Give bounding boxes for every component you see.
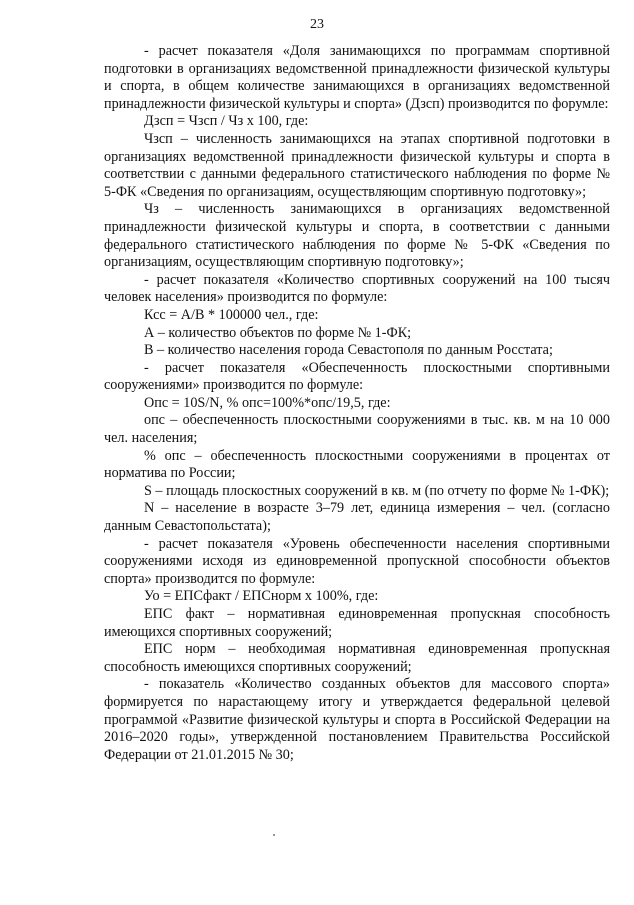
formula-uo: Уо = ЕПСфакт / ЕПСнорм х 100%, где: [144, 588, 379, 605]
definition-n: N – население в возрасте 3–79 лет, единица измерения – чел. (согласно данным Севастопольстата); [104, 500, 610, 535]
definition-ops: опс – обеспеченность плоскостными сооружениями в тыс. кв. м на 10 000 чел. населения; [104, 412, 610, 447]
definition-s: S – площадь плоскостных сооружений в кв. м (по отчету по форме № 1-ФК); [144, 482, 610, 499]
definition-eps-fact: ЕПС факт – нормативная единовременная пропускная способность имеющихся спортивных сооружений; [104, 606, 610, 640]
definition-eps-norm: ЕПС норм – необходимая нормативная единовременная пропускная способность имеющихся спортивных сооружений; [104, 641, 610, 675]
definition-chzsp: Чзсп – численность занимающихся на этапах спортивной подготовки в организациях ведомственной принадлежности физической культуры и спорта в соответствии с данными федерального статистического наблюдения по форме № 5-ФК «Сведения по организациям, осуществляющим спортивную подготовку»; [104, 130, 610, 200]
page-number: 23 [310, 17, 324, 32]
scan-speck [273, 834, 275, 836]
formula-kss: Ксс = А/В * 100000 чел., где: [144, 306, 319, 323]
definition-b: В – количество населения города Севастополя по данным Росстата; [144, 342, 553, 359]
document-body [104, 43, 610, 764]
formula-ops: Опс = 10S/N, % опс=100%*опс/19,5, где: [144, 394, 391, 411]
definition-percent-ops: % опс – обеспеченность плоскостными сооружениями в процентах от норматива по России; [104, 447, 610, 482]
paragraph-indicator-mass-sport-objects: - показатель «Количество созданных объектов для массового спорта» формируется по нарастающему итогу и утверждается федеральной целевой программой «Развитие физической культуры и спорта в Российской Федерации на 2016–2020 годы», утвержденной постановлением Правительства Российской Федерации от 21.01.2015 № 30; [104, 676, 610, 763]
paragraph-indicator-capacity-level: - расчет показателя «Уровень обеспеченности населения спортивными сооружениями исходя из единовременной пропускной способности объектов спорта» производится по формуле: [104, 535, 610, 587]
definition-a: А – количество объектов по форме № 1-ФК; [144, 324, 412, 341]
definition-chz: Чз – численность занимающихся в организациях ведомственной принадлежности физической культуры и спорта, в соответствии с данными федерального статистического наблюдения по форме № 5-ФК «Сведения по организациям, осуществляющим спортивную подготовку»; [104, 201, 610, 271]
paragraph-indicator-facilities-per-100k: - расчет показателя «Количество спортивных сооружений на 100 тысяч человек населения» производится по формуле: [104, 271, 610, 306]
formula-dzsp: Дзсп = Чзсп / Чз х 100, где: [144, 113, 309, 130]
paragraph-indicator-share-sport-training: - расчет показателя «Доля занимающихся по программам спортивной подготовки в организациях ведомственной принадлежности физической культуры и спорта, в общем количестве занимающихся в организациях ведомственной принадлежности физической культуры и спорта» (Дзсп) производится по форумле: [104, 43, 610, 112]
paragraph-indicator-flat-facilities: - расчет показателя «Обеспеченность плоскостными спортивными сооружениями» производится по формуле: [104, 359, 610, 394]
